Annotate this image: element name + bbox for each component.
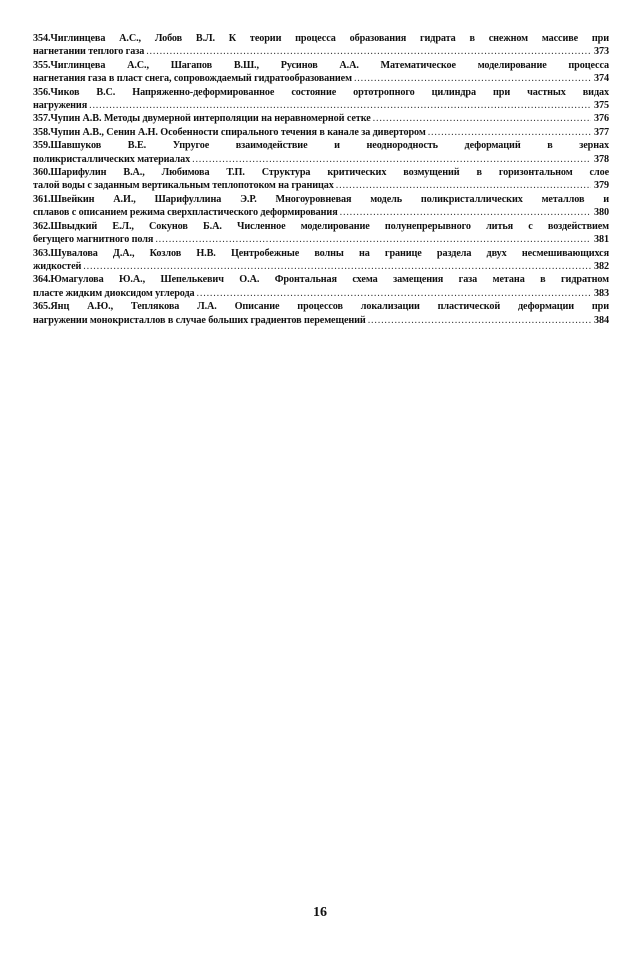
toc-entry	[33, 32, 609, 59]
toc-entry-final-line	[33, 233, 609, 246]
toc-entry-final-line	[33, 45, 609, 58]
toc-entry-title-end: пласте жидким диоксидом углерода	[33, 287, 195, 299]
toc-entry-title-end: 357.Чупин А.В. Методы двумерной интерполяции на неравномерной сетке	[33, 113, 371, 125]
toc-entry-page-number: 383	[594, 287, 609, 299]
dot-leader	[340, 206, 591, 219]
toc-entry-title-line: 362.Швыдкий Е.Л., Сокунов Б.А. Численное моделирование полунепрерывного литья с воздействием	[33, 220, 609, 232]
toc-entry-final-line	[33, 72, 609, 85]
toc-entry	[33, 193, 609, 220]
dot-leader	[373, 112, 591, 125]
toc-entry-final-line	[33, 112, 609, 125]
dot-leader	[155, 233, 591, 246]
toc-entry-title-line: 363.Шувалова Д.А., Козлов Н.В. Центробежные волны на границе раздела двух несмешивающихся	[33, 247, 609, 259]
toc-entry-title-end: сплавов с описанием режима сверхпластического деформирования	[33, 207, 338, 219]
dot-leader	[354, 72, 591, 85]
toc-entry	[33, 59, 609, 86]
toc-entry-title-end: нагружения	[33, 100, 88, 112]
toc-entry-title-line: 364.Юмагулова Ю.А., Шепелькевич О.А. Фронтальная схема замещения газа метана в гидратном	[33, 274, 609, 286]
toc-entry-title-end: бегущего магнитного поля	[33, 234, 154, 246]
dot-leader	[368, 314, 591, 327]
toc-entry-final-line	[33, 179, 609, 192]
dot-leader	[428, 126, 591, 139]
toc-entry-title-line: 354.Чиглинцева А.С., Лобов В.Л. К теории процесса образования гидрата в снежном массиве при	[33, 33, 609, 44]
toc-entry-title-line: 360.Шарифулин В.А., Любимова Т.П. Структура критических возмущений в горизонтальном слое	[33, 167, 609, 179]
toc-entry-final-line	[33, 287, 609, 300]
dot-leader	[336, 179, 591, 192]
toc-entry-final-line	[33, 206, 609, 219]
toc-entry	[33, 247, 609, 274]
toc-entry-final-line	[33, 126, 609, 139]
toc-entry-page-number: 373	[594, 46, 609, 58]
page-number: 16	[313, 905, 327, 920]
toc-entry-title-end: нагнетания газа в пласт снега, сопровождаемый гидратообразованием	[33, 73, 352, 85]
toc-entry	[33, 300, 609, 327]
toc-entry-title-line: 359.Шавшуков В.Е. Упругое взаимодействие и неоднородность деформаций в зернах	[33, 140, 609, 152]
toc-entry-page-number: 374	[594, 73, 609, 85]
toc-entry	[33, 273, 609, 300]
toc-entry-title-line: 361.Швейкин А.И., Шарифуллина Э.Р. Многоуровневая модель поликристаллических металлов и	[33, 193, 609, 205]
dot-leader	[89, 99, 591, 112]
toc-entry-title-end: 358.Чупин А.В., Сенин А.Н. Особенности спирального течения в канале за дивертором	[33, 126, 426, 138]
toc-entry-title-line: 355.Чиглинцева А.С., Шагапов В.Ш., Русинов А.А. Математическое моделирование процесса	[33, 59, 609, 71]
toc-entry	[33, 139, 609, 166]
table-of-contents	[33, 32, 609, 327]
toc-entry-page-number: 384	[594, 314, 609, 326]
toc-entry-page-number: 382	[594, 260, 609, 272]
toc-entry-title-end: талой воды с заданным вертикальным теплопотоком на границах	[33, 180, 334, 192]
toc-entry-title-line: 365.Янц А.Ю., Теплякова Л.А. Описание процессов локализации пластической деформации при	[33, 301, 609, 313]
toc-entry-final-line	[33, 314, 609, 327]
toc-entry-page-number: 377	[594, 126, 609, 138]
toc-entry-page-number: 379	[594, 180, 609, 192]
toc-entry	[33, 112, 609, 125]
toc-entry-page-number: 380	[594, 207, 609, 219]
toc-entry-page-number: 381	[594, 234, 609, 246]
toc-entry	[33, 126, 609, 139]
toc-entry-final-line	[33, 153, 609, 166]
dot-leader	[146, 45, 591, 58]
toc-entry-page-number: 376	[594, 113, 609, 125]
dot-leader	[83, 260, 591, 273]
dot-leader	[192, 153, 591, 166]
toc-entry-final-line	[33, 260, 609, 273]
toc-entry-page-number: 375	[594, 100, 609, 112]
toc-entry-title-end: нагружении монокристаллов в случае больших градиентов перемещений	[33, 314, 366, 326]
toc-entry-title-end: поликристаллических материалах	[33, 153, 191, 165]
toc-entry-final-line	[33, 99, 609, 112]
toc-entry	[33, 86, 609, 113]
toc-entry-title-end: нагнетании теплого газа	[33, 46, 145, 58]
toc-entry	[33, 220, 609, 247]
toc-entry-page-number: 378	[594, 153, 609, 165]
toc-entry	[33, 166, 609, 193]
toc-entry-title-line: 356.Чиков В.С. Напряженно-деформированное состояние ортотропного цилиндра при частных видах	[33, 86, 609, 98]
toc-entry-title-end: жидкостей	[33, 260, 82, 272]
dot-leader	[197, 287, 591, 300]
